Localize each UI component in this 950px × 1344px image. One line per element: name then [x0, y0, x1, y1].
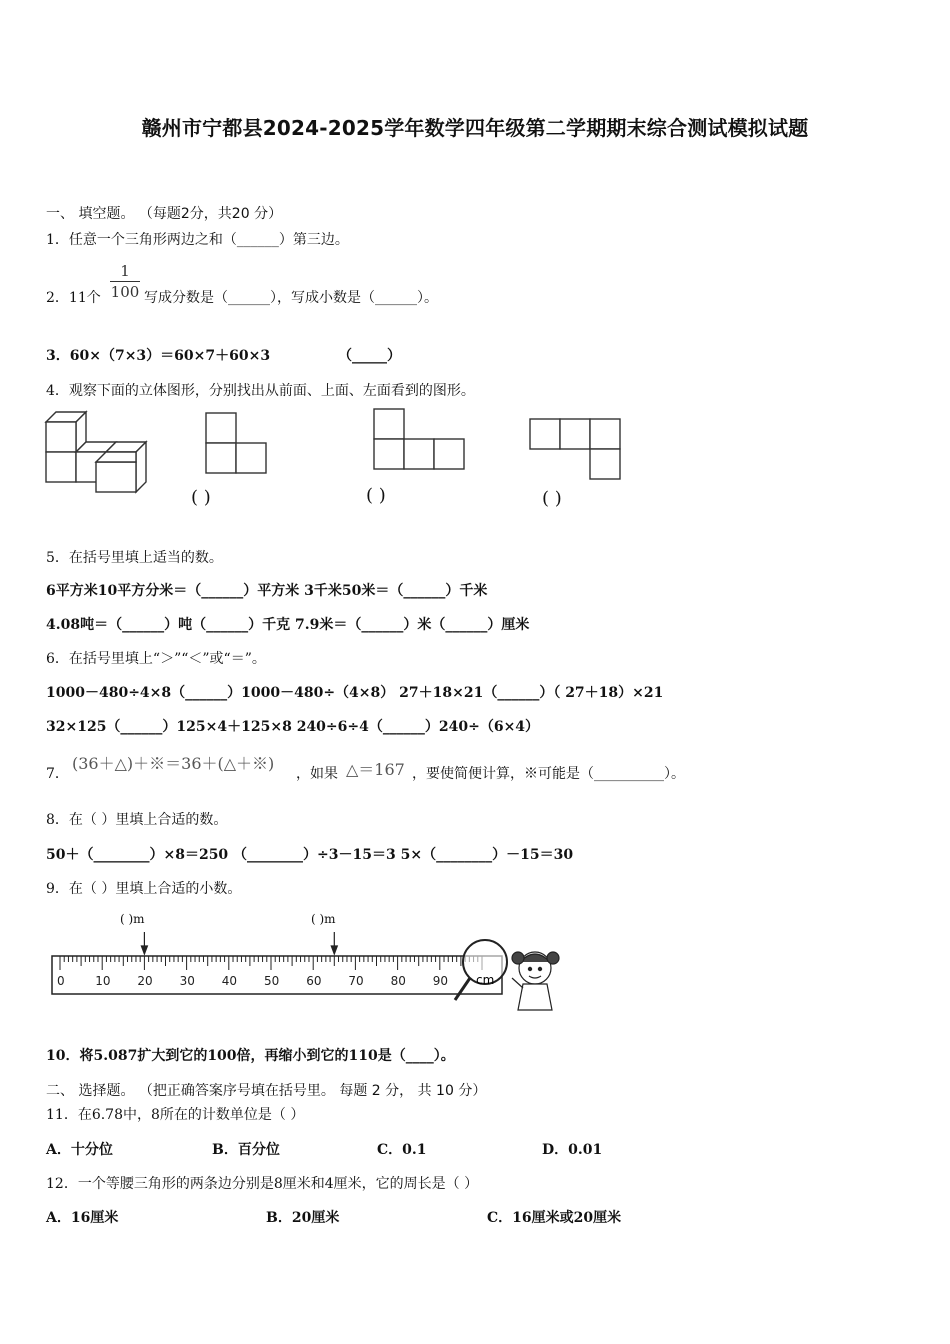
view-figure-c: [529, 418, 629, 488]
question-8: 8．在（ ）里填上合适的数。: [46, 812, 228, 828]
ruler-marker-arrow: [331, 946, 337, 954]
question-5-line-2: 4.08吨＝（______）吨（______）千克 7.9米＝（______）米（______）厘米: [46, 617, 530, 633]
ruler-figure: [40, 928, 560, 1038]
question-10: 10．将5.087扩大到它的100倍，再缩小到它的110是（____）。: [46, 1048, 455, 1064]
question-5-line-1: 6平方米10平方分米＝（______）平方米 3千米50米＝（______）千米: [46, 583, 488, 599]
view-figure-a: [205, 412, 275, 482]
ruler-tick-label: 10: [95, 974, 111, 988]
option-12-b[interactable]: B．20厘米: [266, 1210, 340, 1226]
question-2-suffix: 写成分数是（______），写成小数是（______）。: [144, 290, 438, 306]
option-12-c[interactable]: C．16厘米或20厘米: [487, 1210, 622, 1226]
ruler-marker-arrow: [141, 946, 147, 954]
option-12-a[interactable]: A．16厘米: [46, 1210, 119, 1226]
answer-blank-view-c[interactable]: ( ): [542, 488, 562, 509]
answer-blank-view-a[interactable]: ( ): [191, 487, 211, 508]
fraction-denominator: 100: [110, 283, 140, 301]
fraction-numerator: 1: [120, 262, 130, 280]
question-7-number: 7．: [46, 766, 69, 782]
ruler-tick-label: 90: [432, 974, 449, 988]
question-5: 5．在括号里填上适当的数。: [46, 550, 223, 566]
ruler-tick-label: 50: [264, 974, 280, 988]
fraction-1-100: [108, 262, 142, 301]
fraction-bar: [110, 281, 140, 282]
section-heading-choice: 二、 选择题。 （把正确答案序号填在括号里。 每题 2 分， 共 10 分）: [46, 1083, 487, 1099]
ruler-marker-label-2: ( )m: [311, 912, 336, 926]
ruler-unit-label: cm: [476, 973, 495, 987]
ruler-tick-label: 30: [179, 974, 195, 988]
view-figure-b: [373, 408, 473, 478]
ruler-tick-label: 70: [348, 974, 364, 988]
question-6-line-2: 32×125（______）125×4＋125×8 240÷6÷4（______）240÷（6×4）: [46, 719, 540, 735]
option-11-d[interactable]: D．0.01: [542, 1142, 603, 1158]
option-11-c[interactable]: C．0.1: [377, 1142, 427, 1158]
question-3-blank: （_____）: [338, 348, 401, 364]
ruler-tick-label: 40: [221, 974, 238, 988]
question-12: 12．一个等腰三角形的两条边分别是8厘米和4厘米，它的周长是（ ）: [46, 1176, 479, 1192]
question-9: 9．在（ ）里填上合适的小数。: [46, 881, 242, 897]
question-8-line: 50＋（________）×8＝250 （________）÷3－15＝3 5×（________）－15＝30: [46, 847, 574, 863]
question-3: 3．60×（7×3）＝60×7＋60×3: [46, 348, 271, 364]
question-6-line-1: 1000－480÷4×8（______）1000－480÷（4×8） 27＋18×21（______）（ 27＋18）×21: [46, 685, 664, 701]
question-6: 6．在括号里填上“＞”“＜”或“＝”。: [46, 651, 266, 667]
solid-figure-cubes: [44, 408, 154, 498]
section-heading-fill-blank: 一、 填空题。 （每题2分，共20 分）: [46, 206, 283, 222]
question-7-condition: △＝167: [346, 760, 405, 779]
ruler-marker-label-1: ( )m: [120, 912, 145, 926]
question-7-suffix: ，要使简便计算，※可能是（__________）。: [412, 766, 685, 782]
page-title: 赣州市宁都县2024-2025学年数学四年级第二学期期末综合测试模拟试题: [141, 116, 809, 140]
ruler-tick-label: 0: [57, 974, 65, 988]
ruler-tick-label: 80: [390, 974, 406, 988]
question-1: 1．任意一个三角形两边之和（______）第三边。: [46, 232, 349, 248]
question-7-if: ，如果: [296, 766, 338, 782]
cartoon-girl-icon: [512, 952, 559, 1010]
question-7-formula: (36＋△)＋※＝36＋(△＋※): [72, 754, 275, 773]
question-4: 4．观察下面的立体图形，分别找出从前面、上面、左面看到的图形。: [46, 383, 475, 399]
question-2-prefix: 2．11个: [46, 290, 101, 306]
answer-blank-view-b[interactable]: ( ): [366, 485, 386, 506]
ruler-tick-label: 60: [306, 974, 322, 988]
ruler-tick-label: 20: [137, 974, 153, 988]
option-11-b[interactable]: B．百分位: [212, 1142, 280, 1158]
question-11: 11．在6.78中，8所在的计数单位是（ ）: [46, 1107, 305, 1123]
option-11-a[interactable]: A．十分位: [46, 1142, 113, 1158]
